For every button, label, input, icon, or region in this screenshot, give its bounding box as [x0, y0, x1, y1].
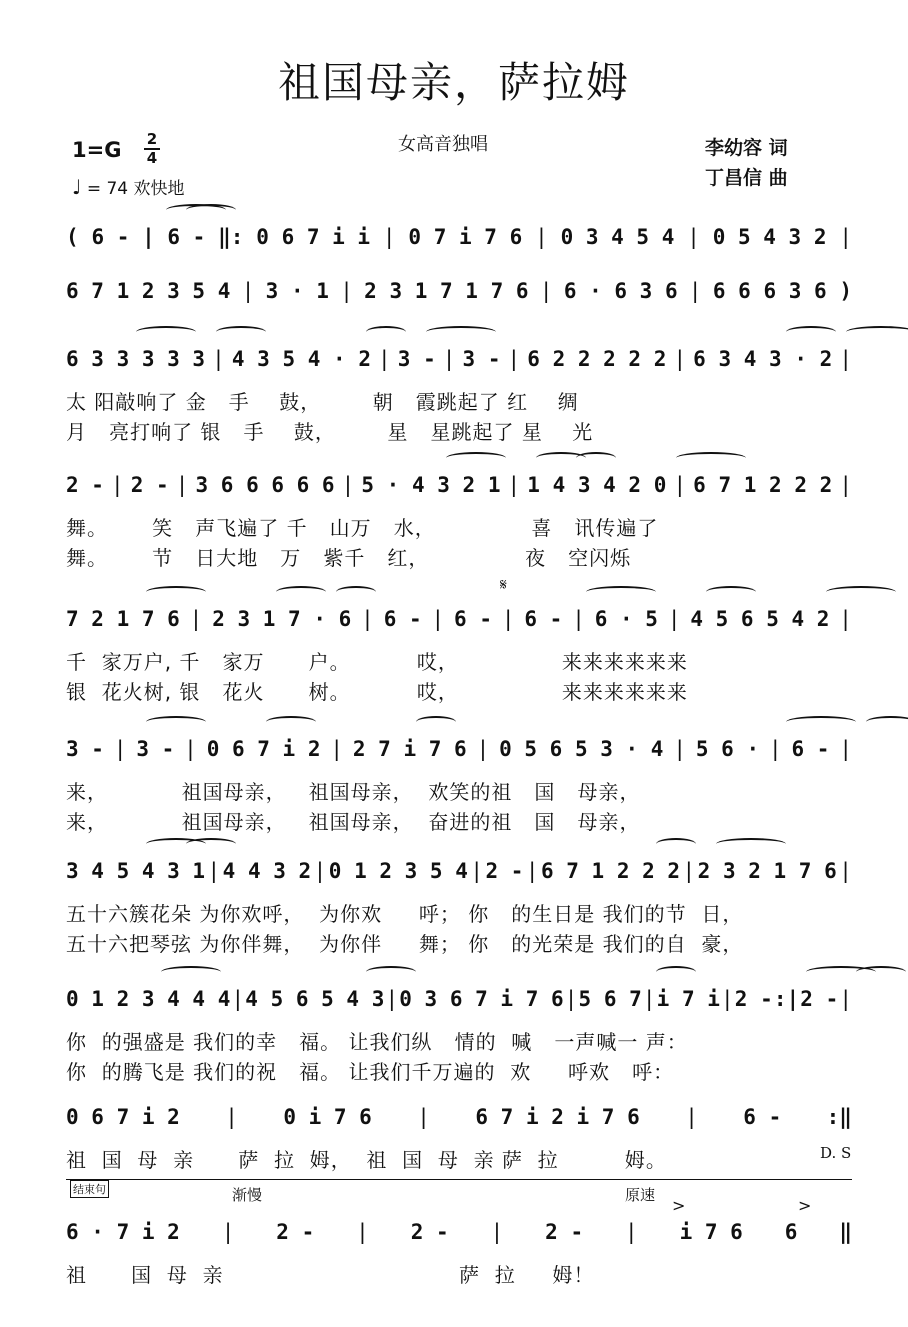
note-group: 2 3 1 7 · 6: [212, 607, 352, 631]
note-group: 6 -: [524, 607, 563, 631]
note-group: 0 i 7 6: [283, 1105, 372, 1129]
note-group: 2 -: [545, 1220, 584, 1244]
music-system: [66, 1213, 852, 1249]
note-row: [66, 470, 852, 500]
bar-line: |: [535, 225, 548, 249]
note-group: 0 5 6 5 3 · 4: [499, 737, 664, 761]
bar-line: |: [330, 737, 344, 761]
slur-mark: [446, 452, 506, 464]
note-group: (: [66, 225, 79, 249]
music-system: [66, 218, 852, 254]
ending-label: 结束句: [70, 1180, 109, 1198]
ritardando-mark: 渐慢: [232, 1186, 263, 1204]
bar-line: |: [340, 279, 353, 303]
lyric-line: 祖 国 母 亲 萨 拉 姆！: [66, 1263, 595, 1287]
music-system: [66, 852, 852, 888]
bar-line: |: [361, 607, 374, 631]
note-row: [66, 276, 852, 306]
bar-line: |: [417, 1105, 430, 1129]
note-group: 3 · 1: [265, 279, 329, 303]
slur-mark: [716, 838, 786, 850]
slur-mark: [186, 838, 236, 850]
lyric-line: 千 家万户, 千 家万 户。 哎， 来来来来来来: [66, 650, 688, 674]
bar-line: |: [212, 347, 225, 371]
slur-mark: [656, 838, 696, 850]
slur-mark: [786, 716, 856, 728]
bar-line: |: [111, 473, 124, 497]
lyric-line: 银 花火树, 银 花火 树。 哎， 来来来来来来: [66, 680, 688, 704]
note-group: 2 -: [800, 987, 839, 1011]
bar-line: |: [682, 859, 696, 883]
music-system: [66, 1098, 852, 1134]
composer-credit: 丁昌信 曲: [705, 167, 788, 189]
bar-line: |: [667, 607, 681, 631]
voice-type: 女高音独唱: [398, 134, 488, 155]
bar-line: |: [476, 737, 490, 761]
lyric-line: 你 的强盛是 我们的幸 福。 让我们纵 情的 喊 一声喊一 声：: [66, 1030, 688, 1054]
bar-line: |: [470, 859, 483, 883]
note-group: 2 -: [130, 473, 169, 497]
note-group: 6 7 1 2 2 2: [693, 473, 833, 497]
note-group: 2 -: [734, 987, 773, 1011]
lyric-line: 你 的腾飞是 我们的祝 福。 让我们千万遍的 欢 呼欢 呼：: [66, 1060, 675, 1084]
note-row: [66, 1217, 852, 1247]
bar-line: |: [685, 1105, 698, 1129]
note-group: 5 · 4 3 2 1: [361, 473, 501, 497]
note-group: 3 -: [462, 347, 501, 371]
song-title: 祖国母亲，萨拉姆: [277, 58, 630, 107]
slur-mark: [856, 966, 906, 978]
slur-mark: [216, 326, 266, 338]
note-group: 6 -: [791, 737, 830, 761]
note-row: [66, 1102, 852, 1132]
slur-mark: [826, 586, 896, 598]
bar-line: |: [189, 607, 203, 631]
bar-line: |: [839, 737, 852, 761]
bar-line: |: [673, 737, 686, 761]
note-group: 3 -: [136, 737, 175, 761]
note-group: 7 2 1 7 6: [66, 607, 180, 631]
lyric-line: 五十六把琴弦 为你伴舞， 为你伴 舞； 你 的光荣是 我们的自 豪，: [66, 932, 744, 956]
note-group: 6 7 i 2 i 7 6: [475, 1105, 640, 1129]
note-row: [66, 984, 852, 1014]
note-row: [66, 734, 852, 764]
note-row: [66, 856, 852, 886]
note-group: 2 -: [276, 1220, 315, 1244]
key-signature: 1=G: [72, 138, 122, 162]
slur-mark: [336, 586, 376, 598]
note-group: 4 3 5 4 · 2: [231, 347, 371, 371]
note-group: 1 4 3 4 2 0: [527, 473, 667, 497]
bar-line: |: [431, 607, 445, 631]
bar-line: |: [225, 1105, 238, 1129]
bar-line: |: [673, 347, 687, 371]
note-group: 6 · 5: [594, 607, 658, 631]
note-group: 0 3 6 7 i 7 6: [399, 987, 564, 1011]
slur-mark: [576, 452, 616, 464]
note-group: 6 -: [383, 607, 422, 631]
a-tempo-mark: 原速: [625, 1186, 656, 1204]
slur-mark: [786, 326, 836, 338]
slur-mark: [416, 716, 456, 728]
accent-mark: >: [798, 1196, 812, 1215]
note-group: 6 7 1 2 2 2: [540, 859, 681, 883]
accent-mark: >: [672, 1196, 686, 1215]
time-signature: [143, 131, 161, 167]
bar-line: |: [564, 987, 578, 1011]
note-group: 0 5 4 3 2: [712, 225, 827, 249]
bar-line: |: [221, 1220, 235, 1244]
note-group: 6 - | 6 -: [91, 225, 206, 249]
note-group: 3 -: [66, 737, 104, 761]
note-group: 3 6 6 6 6 6: [195, 473, 335, 497]
bar-line: |: [184, 737, 197, 761]
bar-line: |: [625, 1220, 638, 1244]
bar-line: |: [688, 279, 702, 303]
slur-mark: [266, 716, 316, 728]
slur-mark: [276, 586, 326, 598]
slur-mark: [846, 326, 908, 338]
note-row: [66, 222, 852, 252]
bar-line: |: [442, 347, 456, 371]
music-system: [66, 466, 852, 502]
bar-line: |: [490, 1220, 504, 1244]
lyric-line: 来， 祖国母亲， 祖国母亲， 欢笑的祖 国 母亲，: [66, 780, 641, 804]
lyric-line: 五十六簇花朵 为你欢呼， 为你欢 呼； 你 的生日是 我们的节 日，: [66, 902, 744, 926]
lyric-line: 来， 祖国母亲， 祖国母亲， 奋进的祖 国 母亲，: [66, 810, 641, 834]
bar-line: |: [673, 473, 687, 497]
slur-mark: [146, 716, 206, 728]
slur-mark: [866, 716, 908, 728]
slur-mark: [161, 966, 221, 978]
note-group: 6 7 1 2 3 5 4: [66, 279, 231, 303]
note-group: 6 -: [454, 607, 492, 631]
bar-line: |: [839, 987, 852, 1011]
slur-mark: [186, 204, 236, 216]
repeat-bar: ‖:: [218, 225, 244, 249]
tempo-expression: 欢快地: [133, 179, 185, 199]
note-group: 4 4 3 2: [222, 859, 312, 883]
note-group: 6: [784, 1220, 798, 1244]
note-group: 2 -: [66, 473, 104, 497]
music-system: [66, 980, 852, 1016]
note-group: i 7 i: [656, 987, 720, 1011]
slur-mark: [676, 452, 746, 464]
bar-line: |: [507, 347, 521, 371]
note-group: 6 3 3 3 3 3: [66, 347, 206, 371]
note-group: 6 2 2 2 2 2: [527, 347, 667, 371]
bar-line: |: [356, 1220, 369, 1244]
note-group: 2 7 i 7 6: [352, 737, 467, 761]
bar-line: |: [341, 473, 355, 497]
bar-line: |: [839, 607, 852, 631]
bar-line: |: [501, 607, 515, 631]
note-group: 0 6 7 i 2: [66, 1105, 180, 1129]
note-group: 0 3 4 5 4: [560, 225, 675, 249]
lyricist-credit: 李幼容 词: [705, 137, 788, 159]
note-group: 2 3 2 1 7 6: [697, 859, 837, 883]
note-group: 4 5 6 5 4 3: [245, 987, 385, 1011]
time-bottom: 4: [146, 149, 158, 167]
note-group: 0 1 2 3 4 4 4: [66, 987, 231, 1011]
lyric-line: 舞。 笑 声飞遍了 千 山万 水， 喜 讯传遍了: [66, 516, 659, 540]
slur-mark: [586, 586, 656, 598]
note-group: 6 3 4 3 · 2: [693, 347, 833, 371]
slur-mark: [146, 586, 206, 598]
lyric-line: 祖 国 母 亲 萨 拉 姆， 祖 国 母 亲 萨 拉 姆。: [66, 1148, 667, 1172]
lyric-line: 月 亮打响了 银 手 鼓， 星 星跳起了 星 光: [66, 420, 594, 444]
note-group: 2 -: [410, 1220, 449, 1244]
music-system: [66, 272, 852, 308]
da-segno-mark: D. S: [820, 1144, 852, 1162]
bar-line: |: [839, 225, 852, 249]
music-system: [66, 600, 852, 636]
note-row: [66, 344, 852, 374]
bar-line: |: [241, 279, 255, 303]
bar-line: |: [642, 987, 656, 1011]
note-group: 6 · 7 i 2: [66, 1220, 180, 1244]
music-system: [66, 730, 852, 766]
repeat-bar: ‖: [839, 1220, 852, 1244]
lyric-line: 太 阳敲响了 金 手 鼓， 朝 霞跳起了 红 绸: [66, 390, 579, 414]
note-group: 5 6 7: [578, 987, 642, 1011]
bar-line: |: [113, 737, 127, 761]
note-group: 0 6 7 i i: [256, 225, 371, 249]
bar-line: |: [378, 347, 391, 371]
bar-line: |: [572, 607, 585, 631]
tempo-value: = 74: [86, 179, 129, 199]
bar-line: |: [385, 987, 399, 1011]
bar-line: |: [687, 225, 700, 249]
bar-line: |: [507, 473, 521, 497]
note-group: 6 -: [743, 1105, 782, 1129]
slur-mark: [426, 326, 496, 338]
slur-mark: [706, 586, 756, 598]
slur-mark: [366, 966, 416, 978]
segno-icon: 𝄋: [500, 575, 507, 594]
bar-line: |: [313, 859, 327, 883]
bar-line: |: [539, 279, 553, 303]
bar-line: |: [382, 225, 396, 249]
tempo-marking: [72, 174, 185, 199]
music-system: [66, 340, 852, 376]
note-row: [66, 604, 852, 634]
bar-line: |: [525, 859, 539, 883]
bar-line: |: [839, 473, 852, 497]
note-group: 3 -: [397, 347, 436, 371]
lyric-line: 舞。 节 日大地 万 紫千 红， 夜 空闪烁: [66, 546, 632, 570]
note-group: 2 -: [485, 859, 524, 883]
time-top: 2: [146, 130, 158, 148]
note-group: 5 6 ·: [695, 737, 760, 761]
note-group: 0 1 2 3 5 4: [328, 859, 468, 883]
note-group: 2 3 1 7 1 7 6: [364, 279, 529, 303]
bar-line: |: [231, 987, 245, 1011]
bar-line: |: [721, 987, 734, 1011]
note-group: 6 6 6 3 6 ): [712, 279, 852, 303]
bar-line: |: [175, 473, 189, 497]
slur-mark: [366, 326, 406, 338]
note-group: 0 6 7 i 2: [206, 737, 321, 761]
repeat-bar: :‖: [826, 1105, 852, 1129]
quarter-note-icon: ♩: [72, 175, 82, 199]
note-group: 0 7 i 7 6: [408, 225, 523, 249]
repeat-bar: :|: [773, 987, 800, 1011]
note-group: i 7 6: [679, 1220, 743, 1244]
bar-line: |: [207, 859, 221, 883]
note-group: 3 4 5 4 3 1: [66, 859, 206, 883]
slur-mark: [656, 966, 696, 978]
bar-line: |: [839, 859, 852, 883]
note-group: 6 · 6 3 6: [563, 279, 678, 303]
bar-line: |: [768, 737, 782, 761]
slur-mark: [136, 326, 196, 338]
bar-line: |: [839, 347, 852, 371]
note-group: 4 5 6 5 4 2: [690, 607, 830, 631]
